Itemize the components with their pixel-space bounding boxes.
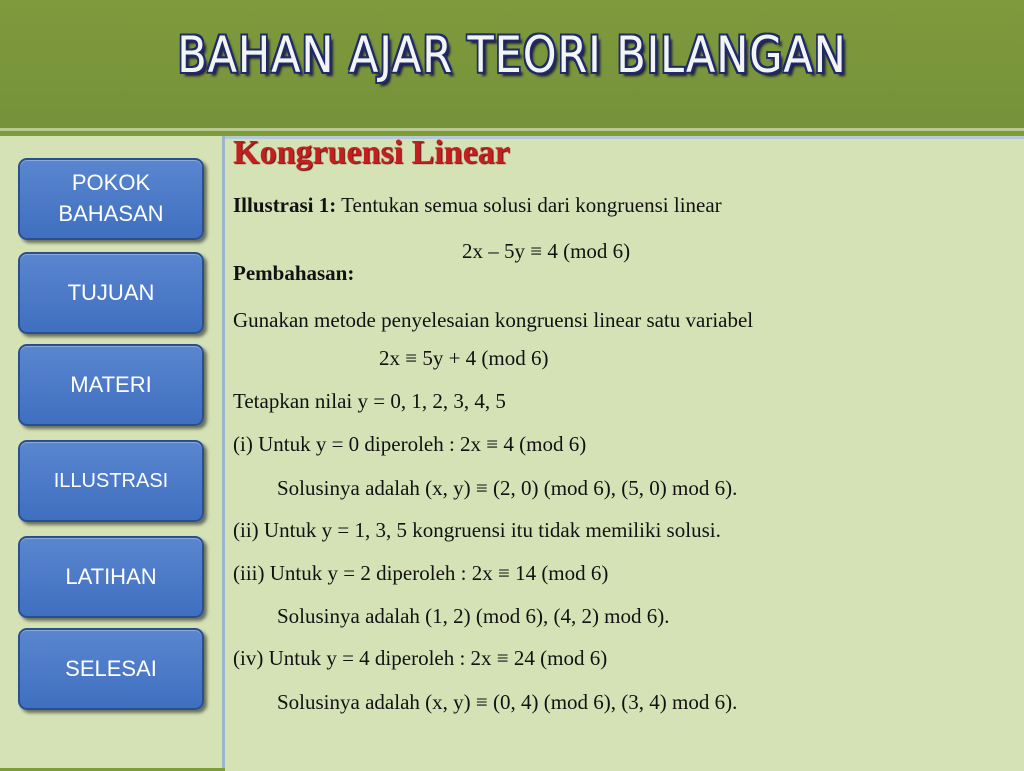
illustration-line <box>233 193 722 218</box>
main-equation: 2x – 5y ≡ 4 (mod 6) <box>462 239 631 263</box>
nav-button-latihan[interactable]: LATIHAN <box>18 536 204 618</box>
content-panel <box>225 136 1024 771</box>
solution-line: (iii) Untuk y = 2 diperoleh : 2x ≡ 14 (mod 6) <box>233 561 609 585</box>
solution-line: Solusinya adalah (x, y) ≡ (0, 4) (mod 6), (3, 4) mod 6). <box>277 690 738 714</box>
nav-button-illustrasi[interactable]: ILLUSTRASI <box>18 440 204 522</box>
solution-line: (i) Untuk y = 0 diperoleh : 2x ≡ 4 (mod 6) <box>233 432 587 456</box>
solution-line: (iv) Untuk y = 4 diperoleh : 2x ≡ 24 (mod 6) <box>233 646 608 670</box>
nav-button-selesai[interactable]: SELESAI <box>18 628 204 710</box>
slide-title: Kongruensi Linear <box>233 134 510 171</box>
illustration-text: Tentukan semua solusi dari kongruensi linear <box>341 193 722 217</box>
nav-button-tujuan[interactable]: TUJUAN <box>18 252 204 334</box>
solution-line: Solusinya adalah (1, 2) (mod 6), (4, 2) mod 6). <box>277 604 670 628</box>
sidebar <box>0 136 225 768</box>
nav-button-materi[interactable]: MATERI <box>18 344 204 426</box>
solution-line: (ii) Untuk y = 1, 3, 5 kongruensi itu tidak memiliki solusi. <box>233 518 721 542</box>
solution-line: Tetapkan nilai y = 0, 1, 2, 3, 4, 5 <box>233 389 506 413</box>
nav-button-pokok-bahasan[interactable]: POKOK BAHASAN <box>18 158 204 240</box>
solution-line: 2x ≡ 5y + 4 (mod 6) <box>379 346 549 370</box>
header-banner <box>0 0 1024 131</box>
solution-line: Gunakan metode penyelesaian kongruensi linear satu variabel <box>233 308 754 332</box>
discussion-label: Pembahasan: <box>233 261 355 285</box>
solution-line: Solusinya adalah (x, y) ≡ (2, 0) (mod 6), (5, 0) mod 6). <box>277 476 738 500</box>
page-title: BAHAN AJAR TEORI BILANGAN <box>177 26 847 84</box>
illustration-label: Illustrasi 1: <box>233 193 337 217</box>
